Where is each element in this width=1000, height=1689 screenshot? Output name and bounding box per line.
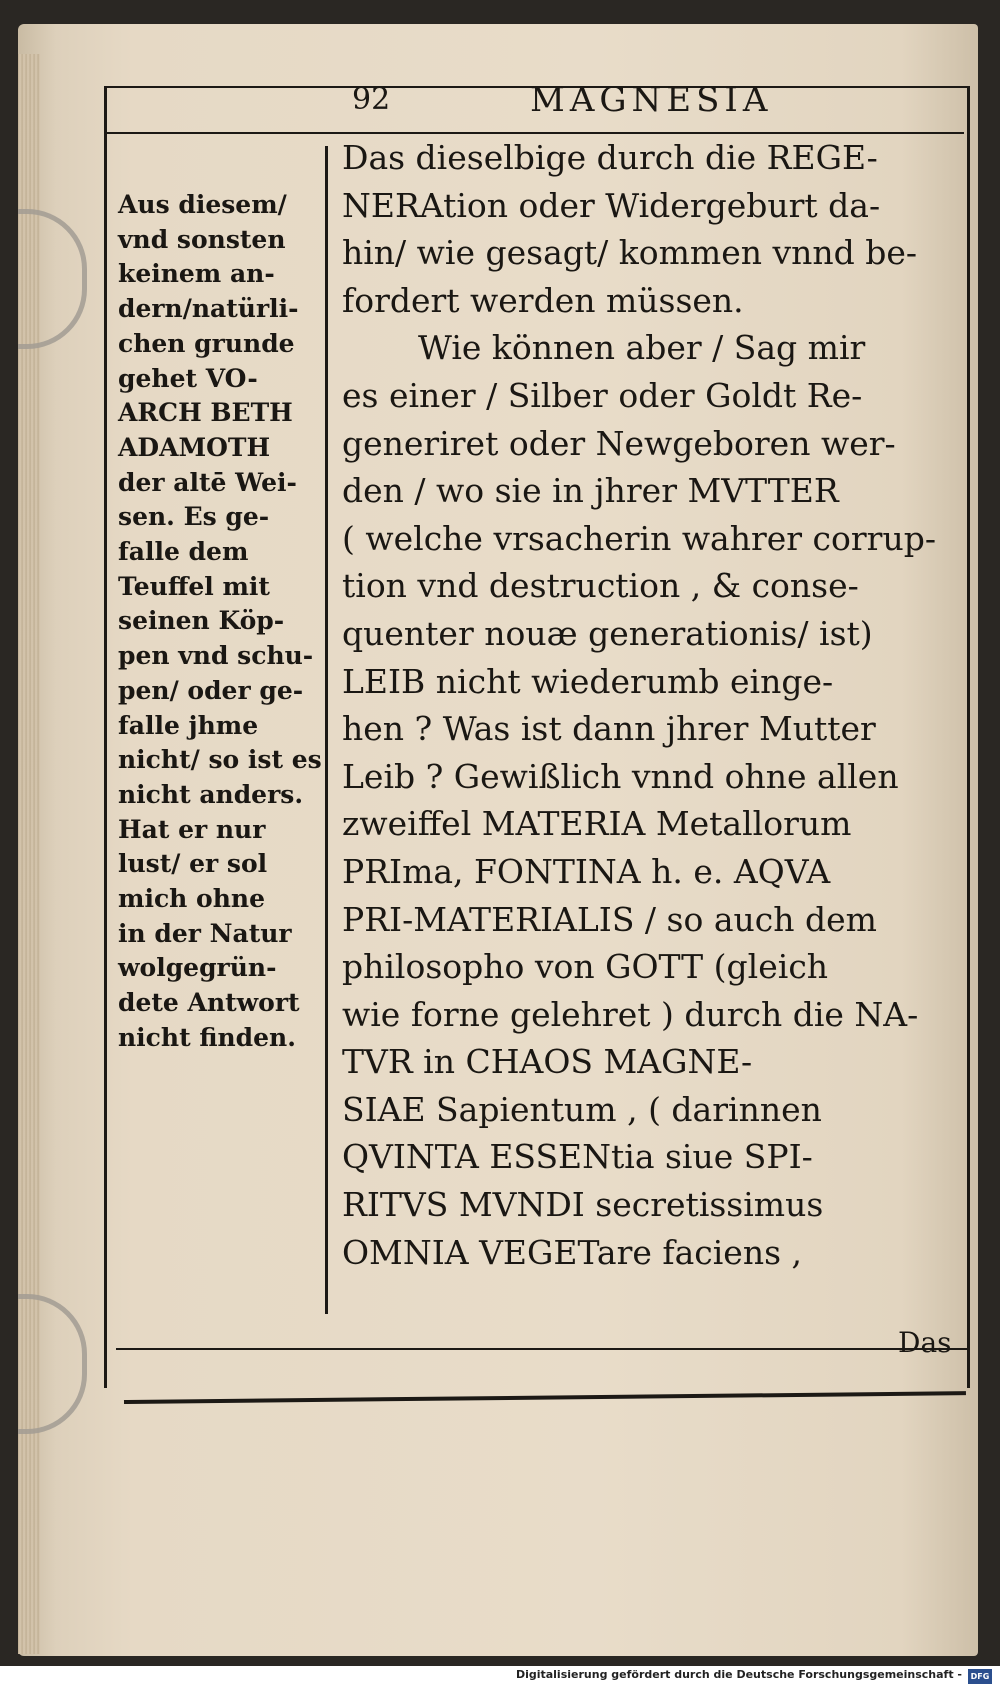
text-line: TVR in CHAOS MAGNE- — [342, 1042, 753, 1082]
text-line: quenter nouæ generationis/ ist) — [342, 613, 873, 653]
margin-line: keinem an- — [118, 259, 275, 289]
margin-line: dete Antwort — [118, 988, 300, 1018]
text-line: NERAtion oder Widergeburt da- — [342, 185, 881, 225]
dfg-logo-icon: DFG — [968, 1669, 992, 1684]
text-line: SIAE Sapientum , ( darinnen — [342, 1089, 822, 1129]
margin-line: nicht finden. — [118, 1022, 296, 1052]
text-line: tion vnd destruction , & conse- — [342, 566, 859, 606]
margin-line: nicht anders. — [118, 779, 304, 809]
text-line: Das dieselbige durch die REGE- — [342, 138, 878, 177]
funding-credit: Digitalisierung gefördert durch die Deutsche Forschungsgemeinschaft - — [515, 1668, 962, 1681]
text-line: philosopho von GOTT (gleich — [342, 947, 829, 987]
text-line: QVINTA ESSENtia siue SPI- — [342, 1137, 813, 1177]
margin-line: nicht/ so ist es — [118, 745, 322, 775]
margin-line: gehet VO- — [118, 363, 258, 393]
margin-line: chen grunde — [118, 328, 295, 358]
margin-line: seinen Köp- — [118, 606, 285, 636]
text-line: Wie können aber / Sag mir — [418, 328, 866, 368]
text-line: PRIma, FONTINA h. e. AQVA — [342, 851, 831, 891]
main-text — [342, 134, 952, 1276]
text-line: PRI-MATERIALIS / so auch dem — [342, 899, 877, 939]
margin-line: wolgegrün- — [118, 953, 277, 983]
text-line: zweiffel MATERIA Metallorum — [342, 804, 852, 844]
text-line: OMNIA VEGETare faciens , — [342, 1232, 802, 1272]
text-line: den / wo sie in jhrer MVTTER — [342, 471, 839, 511]
text-line: Leib ? Gewißlich vnnd ohne allen — [342, 756, 899, 796]
margin-line: lust/ er sol — [118, 849, 268, 879]
text-line: LEIB nicht wiederumb einge- — [342, 661, 834, 701]
margin-note — [118, 188, 330, 1056]
margin-line: mich ohne — [118, 884, 265, 914]
margin-line: Aus diesem/ — [118, 190, 287, 219]
page-heading: MAGNESIA — [530, 80, 773, 120]
margin-line: falle jhme — [118, 710, 259, 740]
margin-line: pen/ oder ge- — [118, 675, 304, 705]
margin-line: ARCH BETH — [118, 398, 293, 428]
column-rule — [325, 146, 328, 1314]
text-line: generiret oder Newgeboren wer- — [342, 423, 896, 463]
paper-clip-bottom — [18, 1294, 87, 1434]
margin-line: in der Natur — [118, 918, 292, 948]
catchword: Das — [898, 1326, 952, 1359]
text-line: hen ? Was ist dann jhrer Mutter — [342, 709, 876, 749]
text-line: RITVS MVNDI secretissimus — [342, 1185, 824, 1225]
text-line: hin/ wie gesagt/ kommen vnnd be- — [342, 233, 918, 273]
text-line: es einer / Silber oder Goldt Re- — [342, 375, 863, 415]
bottom-rule — [116, 1348, 968, 1350]
text-line: wie forne gelehret ) durch die NA- — [342, 994, 919, 1034]
margin-line: falle dem — [118, 537, 249, 567]
margin-line: sen. Es ge- — [118, 502, 270, 532]
margin-line: Hat er nur — [118, 814, 266, 844]
margin-line: ADAMOTH — [118, 432, 271, 462]
running-head — [130, 74, 950, 124]
margin-line: der altē Wei- — [118, 467, 297, 497]
margin-line: Teuffel mit — [118, 571, 270, 601]
margin-line: dern/natürli- — [118, 294, 299, 324]
paper-clip-top — [18, 209, 87, 349]
margin-line: vnd sonsten — [118, 224, 286, 254]
text-line: fordert werden müssen. — [342, 280, 744, 320]
digitization-footer — [0, 1666, 1000, 1689]
text-line: ( welche vrsacherin wahrer corrup- — [342, 518, 936, 558]
margin-line: pen vnd schu- — [118, 641, 314, 671]
page-number: 92 — [352, 82, 391, 117]
